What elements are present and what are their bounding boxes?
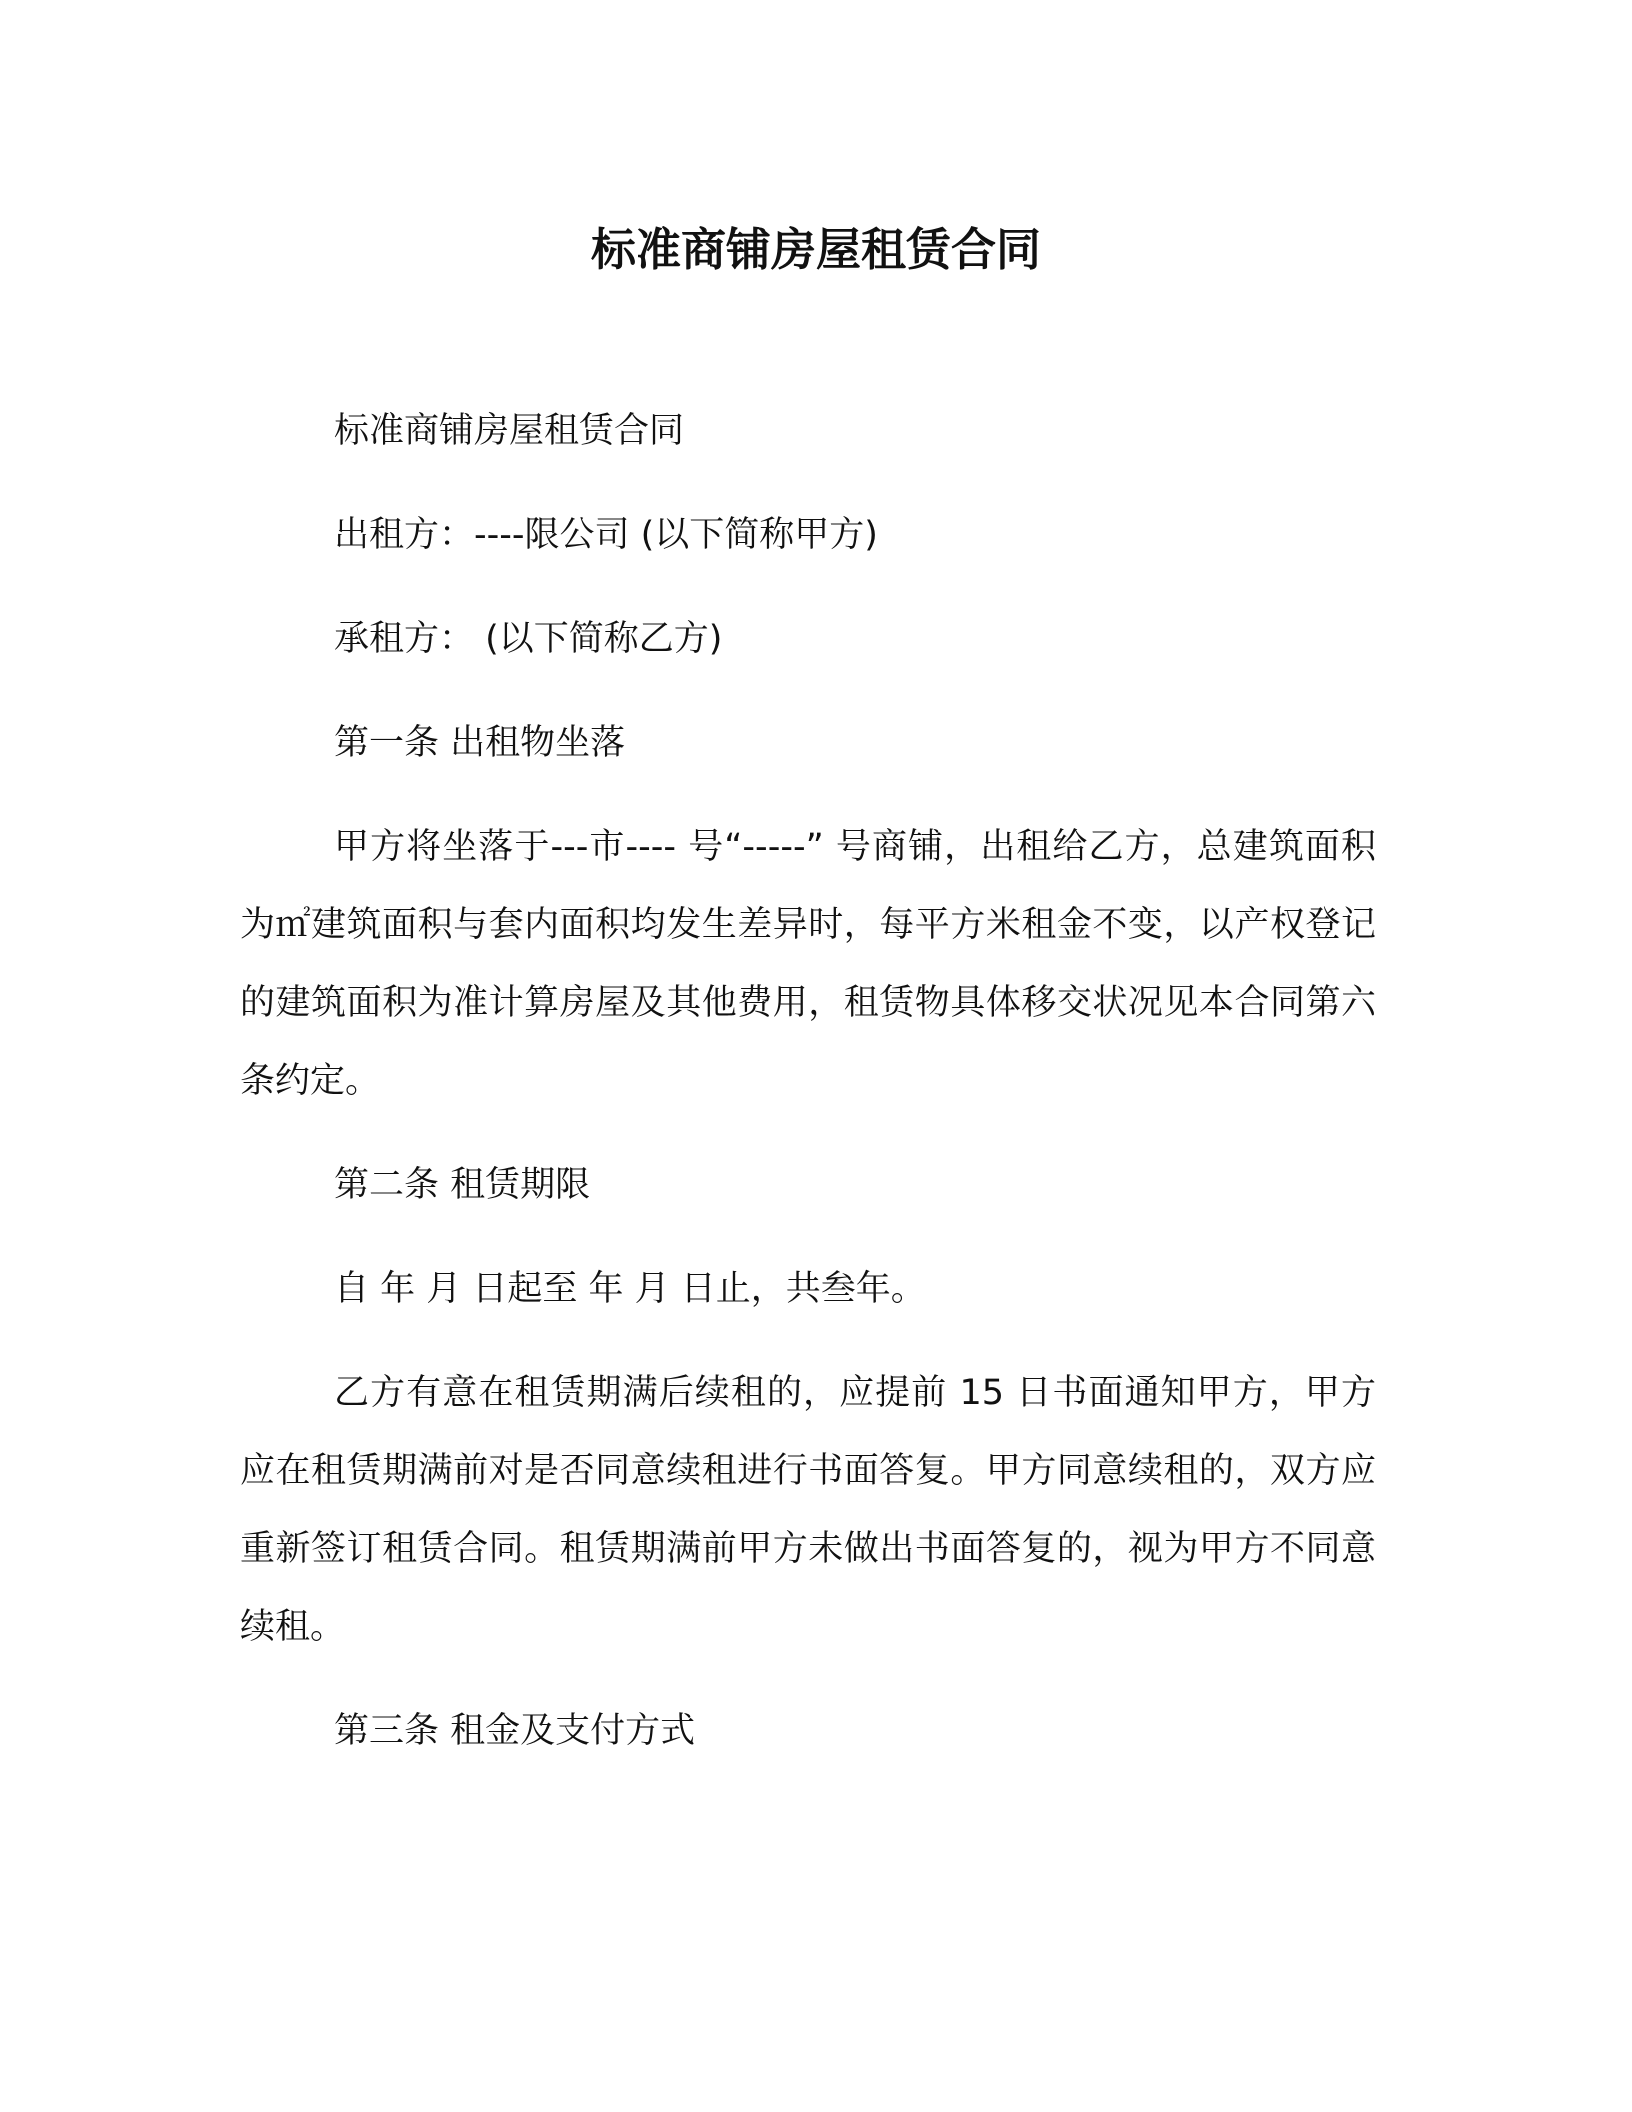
document-body [240, 392, 1376, 1770]
paragraph-lessor: 出租方：----限公司 (以下简称甲方) [334, 515, 878, 555]
article-2-term: 自 年 月 日起至 年 月 日止，共叁年。 [334, 1269, 926, 1309]
document-title: 标准商铺房屋租赁合同 [590, 223, 1041, 276]
paragraph-lessee: 承租方： (以下简称乙方) [334, 619, 723, 659]
paragraph-contract-name: 标准商铺房屋租赁合同 [334, 411, 685, 451]
article-1-heading: 第一条 出租物坐落 [334, 723, 626, 763]
article-2-heading: 第二条 租赁期限 [334, 1165, 591, 1205]
article-3-heading: 第三条 租金及支付方式 [334, 1711, 696, 1751]
article-2-renewal: 乙方有意在租赁期满后续租的，应提前 15 日书面通知甲方，甲方应在租赁期满前对是否同意续租进行书面答复。甲方同意续租的，双方应重新签订租赁合同。租赁期满前甲方未做出书面答复的，视为甲方不同意续租。 [240, 1373, 1376, 1647]
article-1-body: 甲方将坐落于---市---- 号“-----” 号商铺，出租给乙方，总建筑面积为㎡建筑面积与套内面积均发生差异时，每平方米租金不变，以产权登记的建筑面积为准计算房屋及其他费用，租赁物具体移交状况见本合同第六条约定。 [240, 827, 1376, 1101]
